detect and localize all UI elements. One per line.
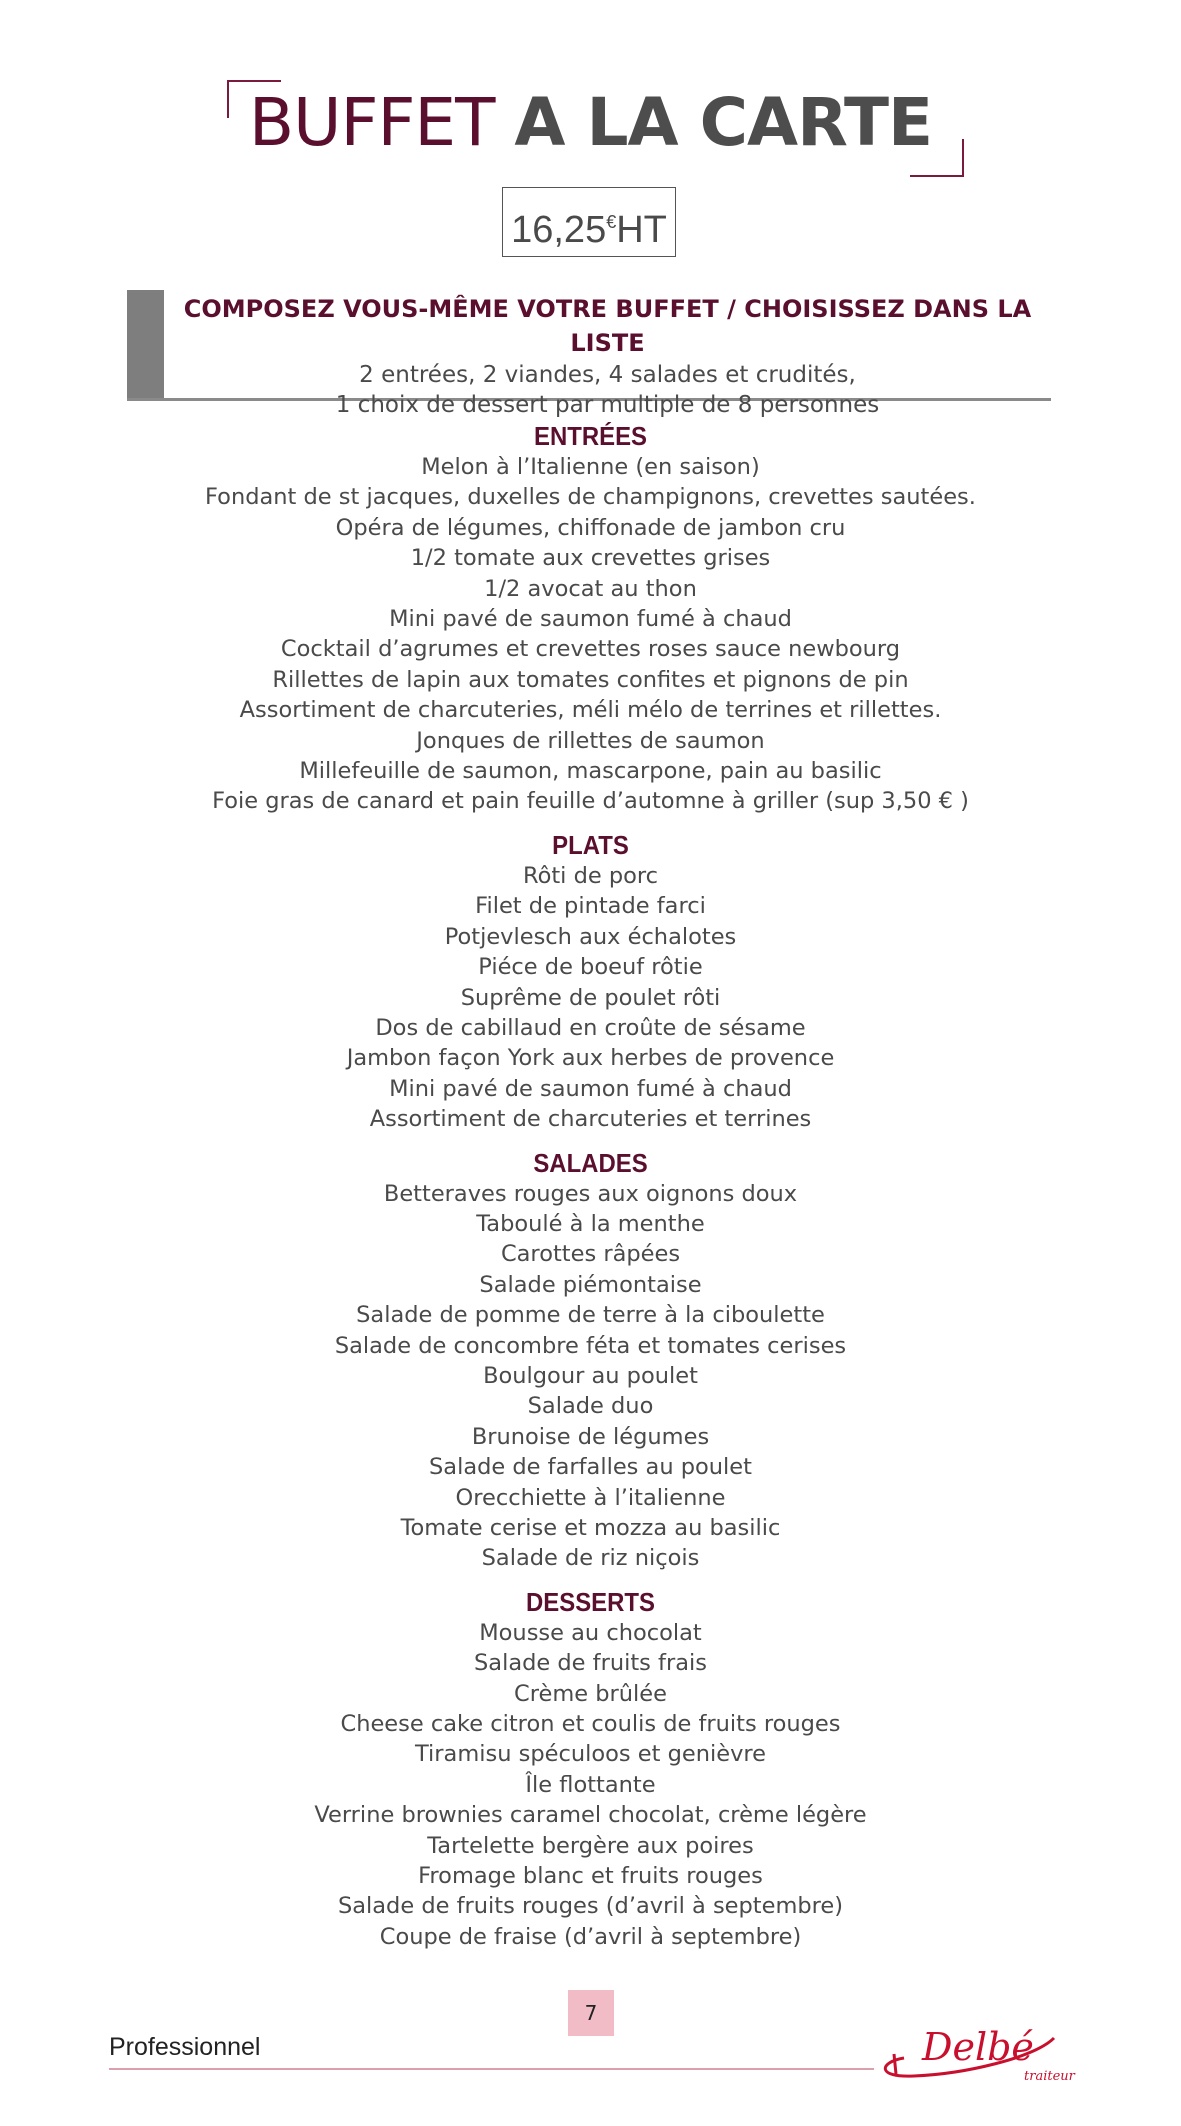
section-list [0, 861, 1181, 1135]
menu-item: Carottes râpées [500, 1241, 681, 1268]
menu-item: Boulgour au poulet [483, 1362, 698, 1389]
menu-item: Suprême de poulet rôti [460, 984, 721, 1011]
menu-item: Fondant de st jacques, duxelles de champignons, crevettes sautées. [205, 484, 976, 511]
title-corner-bottom-right [910, 139, 964, 177]
menu-item: Verrine brownies caramel chocolat, crème légère [314, 1802, 867, 1829]
menu-item: Melon à l’Italienne (en saison) [421, 454, 760, 480]
menu-item: Cocktail d’agrumes et crevettes roses sauce newbourg [280, 636, 901, 663]
menu-item: Salade de fruits frais [474, 1650, 707, 1677]
menu-item: Salade piémontaise [479, 1271, 702, 1298]
menu-item: Salade de fruits rouges (d’avril à septembre) [337, 1893, 844, 1920]
price-currency: € [606, 212, 617, 232]
section-title: ENTRÉES [534, 421, 647, 451]
menu-item: Tiramisu spéculoos et genièvre [415, 1741, 766, 1768]
menu-item: Tartelette bergère aux poires [427, 1832, 754, 1859]
menu-item: Piéce de boeuf rôtie [478, 954, 703, 981]
menu-item: Filet de pintade farci [475, 893, 706, 920]
banner-text [164, 290, 1051, 420]
section-list [0, 1618, 1181, 1952]
menu-item: Assortiment de charcuteries et terrines [369, 1106, 812, 1133]
section-list [0, 1179, 1181, 1574]
menu-item: Salade de pomme de terre à la ciboulette [356, 1302, 825, 1329]
menu-item: Salade de farfalles au poulet [429, 1454, 752, 1481]
footer-label: Professionnel [109, 2033, 261, 2061]
banner-line-1: 2 entrées, 2 viandes, 4 salades et crudités, [359, 362, 856, 388]
menu-item: Rôti de porc [522, 862, 659, 889]
menu-item: Jambon façon York aux herbes de provence [346, 1045, 835, 1072]
menu-item: Salade duo [527, 1393, 654, 1420]
menu-item: Jonques de rillettes de saumon [416, 727, 765, 754]
banner-heading: COMPOSEZ VOUS-MÊME VOTRE BUFFET / CHOISISSEZ DANS LA LISTE [183, 295, 1032, 357]
section-title: SALADES [533, 1147, 648, 1178]
menu-item: Millefeuille de saumon, mascarpone, pain au basilic [299, 758, 882, 785]
footer-divider [109, 2068, 874, 2070]
section-list [0, 452, 1181, 817]
menu-item: Crème brûlée [514, 1680, 667, 1707]
section-title: PLATS [552, 829, 629, 860]
menu-item: Mousse au chocolat [479, 1619, 702, 1646]
logo-text: Delbé [922, 2025, 1034, 2069]
title-part-2: A LA CARTE [514, 84, 933, 161]
menu-item: Mini pavé de saumon fumé à chaud [389, 606, 792, 633]
menu-sections [0, 420, 1181, 1964]
banner-line-2: 1 choix de dessert par multiple de 8 personnes [335, 392, 880, 418]
menu-item: Opéra de légumes, chiffonade de jambon cru [335, 514, 846, 541]
menu-item: Foie gras de canard et pain feuille d’automne à griller (sup 3,50 € ) [212, 788, 969, 815]
banner-side-bar [127, 290, 164, 398]
price-box [502, 187, 676, 257]
menu-item: 1/2 avocat au thon [484, 575, 697, 602]
menu-item: 1/2 tomate aux crevettes grises [410, 545, 771, 572]
page-header [0, 80, 1181, 163]
title-part-1: BUFFET [248, 84, 495, 161]
menu-item: Tomate cerise et mozza au basilic [400, 1515, 781, 1541]
page-title [235, 80, 946, 163]
menu-item: Dos de cabillaud en croûte de sésame [375, 1014, 806, 1041]
menu-item: Salade de riz niçois [481, 1545, 700, 1572]
menu-item: Assortiment de charcuteries, méli mélo de terrines et rillettes. [239, 697, 942, 724]
menu-item: Cheese cake citron et coulis de fruits rouges [340, 1711, 841, 1738]
menu-item: Coupe de fraise (d’avril à septembre) [379, 1923, 802, 1950]
menu-item: Fromage blanc et fruits rouges [418, 1863, 763, 1890]
menu-item: Taboulé à la menthe [476, 1210, 705, 1237]
menu-item: Rillettes de lapin aux tomates confites et pignons de pin [272, 666, 909, 693]
delbe-logo [874, 2018, 1084, 2088]
price-amount: 16,25 [511, 209, 607, 251]
menu-item: Mini pavé de saumon fumé à chaud [389, 1075, 792, 1102]
instructions-banner [127, 290, 1051, 418]
page-number: 7 [568, 1990, 614, 2036]
menu-item: Orecchiette à l’italienne [455, 1484, 726, 1511]
menu-item: Brunoise de légumes [471, 1423, 710, 1450]
menu-item: Betteraves rouges aux oignons doux [383, 1180, 798, 1207]
menu-item: Salade de concombre féta et tomates cerises [334, 1332, 847, 1359]
menu-item: Île flottante [525, 1771, 656, 1798]
logo-subtext: traiteur [1024, 2069, 1075, 2084]
section-title: DESSERTS [526, 1586, 655, 1617]
price-suffix: HT [616, 209, 667, 251]
title-corner-top-left [227, 80, 281, 118]
menu-item: Potjevlesch aux échalotes [444, 923, 737, 950]
